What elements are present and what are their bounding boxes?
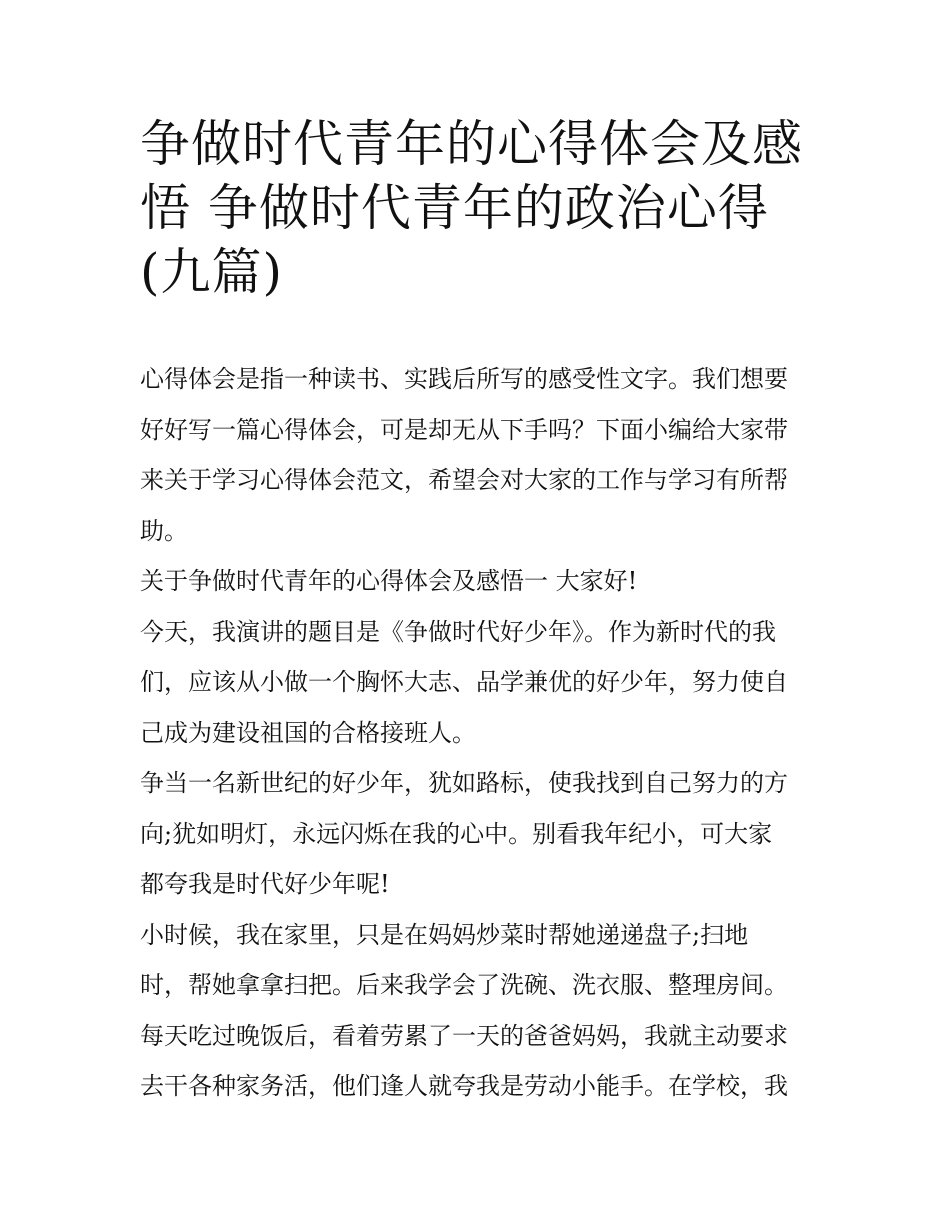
body-line-15: 去干各种家务活，他们逢人就夸我是劳动小能手。在学校，我 [140, 1072, 788, 1100]
body-line-3: 来关于学习心得体会范文，希望会对大家的工作与学习有所帮 [140, 466, 788, 494]
body-line-13: 时，帮她拿拿扫把。后来我学会了洗碗、洗衣服、整理房间。 [140, 971, 788, 999]
body-line-7: 们，应该从小做一个胸怀大志、品学兼优的好少年，努力使自 [140, 668, 788, 696]
body-line-4: 助。 [140, 516, 188, 545]
body-line-6: 今天，我演讲的题目是《争做时代好少年》。作为新时代的我 [140, 617, 776, 646]
document-title [140, 112, 820, 304]
body-line-9: 争当一名新世纪的好少年，犹如路标，使我找到自己努力的方 [140, 769, 788, 797]
body-line-2: 好好写一篇心得体会，可是却无从下手吗？下面小编给大家带 [140, 415, 788, 444]
body-line-10: 向;犹如明灯，永远闪烁在我的心中。别看我年纪小，可大家 [140, 819, 773, 848]
body-line-14: 每天吃过晚饭后，看着劳累了一天的爸爸妈妈，我就主动要求 [140, 1021, 788, 1050]
title-line-2: 悟 争做时代青年的政治心得 [140, 179, 769, 237]
body-line-5: 关于争做时代青年的心得体会及感悟一 大家好! [140, 567, 638, 595]
body-line-8: 己成为建设祖国的合格接班人。 [140, 718, 476, 747]
body-line-12: 小时候，我在家里，只是在妈妈炒菜时帮她递递盘子;扫地 [140, 920, 749, 949]
document-body [140, 354, 820, 1112]
body-line-1: 心得体会是指一种读书、实践后所写的感受性文字。我们想要 [140, 365, 788, 393]
title-line-3: (九篇) [140, 243, 284, 301]
title-line-1: 争做时代青年的心得体会及感 [140, 115, 803, 173]
body-line-11: 都夸我是时代好少年呢! [140, 870, 390, 898]
